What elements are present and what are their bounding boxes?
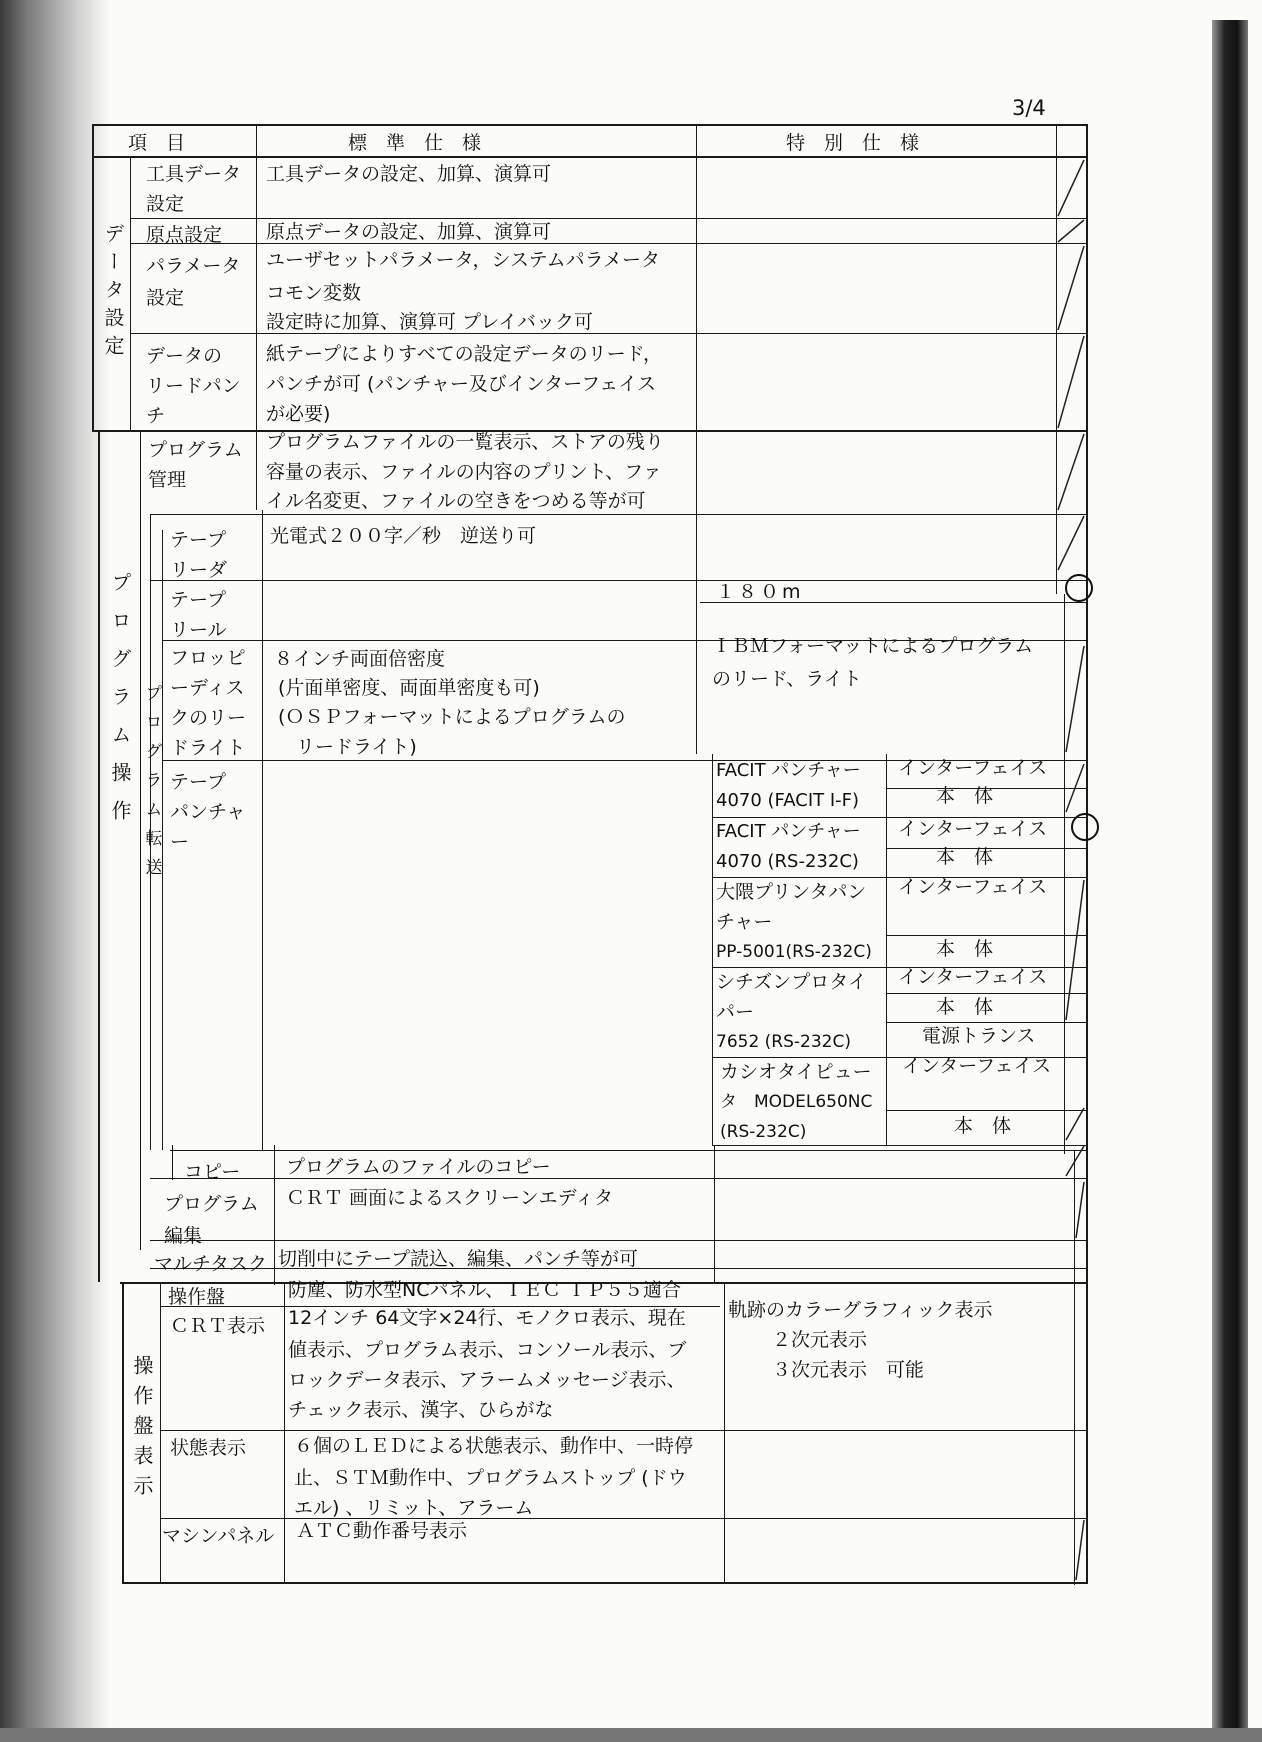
item-machine-panel: マシンパネル [162, 1525, 275, 1547]
item-tape-puncher-3: ー [170, 831, 190, 853]
puncher-1-opt-2: 本 体 [936, 785, 994, 807]
puncher-2-opt-1: インターフェイス [898, 818, 1048, 840]
puncher-4-name-3: 7652 (RS-232C) [716, 1032, 851, 1052]
slash-mark [1066, 1146, 1084, 1176]
std-crt-1: 12インチ 64文字×24行、モノクロ表示、現在 [288, 1307, 686, 1329]
puncher-2-name-1: FACIT パンチャー [716, 821, 861, 842]
item-multitask: マルチタスク [154, 1253, 268, 1275]
item-crt: ＣＲＴ表示 [170, 1315, 266, 1337]
item-floppy-4: ドライト [170, 737, 246, 759]
sp-floppy-2: のリード、ライト [712, 668, 862, 690]
std-crt-4: チェック表示、漢字、ひらがな [288, 1399, 554, 1421]
sp-floppy-1: ＩＢＭフォーマットによるプログラム [712, 635, 1034, 657]
puncher-3-name-1: 大隈プリンタパン [716, 881, 867, 903]
std-data-readpunch-1: 紙テープによりすべての設定データのリード， [266, 343, 662, 365]
puncher-2-opt-2: 本 体 [936, 846, 994, 868]
item-parameter-2: 設定 [146, 287, 185, 309]
puncher-5-name-3: (RS-232C) [720, 1122, 807, 1142]
puncher-5-name-1: カシオタイピュー [720, 1061, 872, 1083]
slash-mark [1058, 336, 1084, 428]
item-program-edit-1: プログラム [164, 1193, 259, 1215]
item-parameter-1: パラメータ [146, 255, 241, 277]
group-program-transfer: プログラム転送 [141, 683, 162, 887]
header-item: 項 目 [128, 132, 186, 154]
std-status-3: エル) 、リミット、アラーム [294, 1497, 534, 1519]
sp-crt-1: 軌跡のカラーグラフィック表示 [728, 1299, 993, 1321]
std-program-mgmt-1: プログラムファイルの一覧表示、ストアの残り [266, 431, 664, 453]
item-floppy-2: ーディス [170, 677, 245, 699]
header-special: 特 別 仕 様 [786, 132, 920, 154]
slash-mark [1066, 764, 1084, 812]
sp-crt-3: ３次元表示 可能 [772, 1359, 925, 1381]
item-tool-data-2: 設定 [146, 193, 185, 215]
puncher-5-opt-1: インターフェイス [902, 1055, 1052, 1077]
std-status-1: ６個のＬＥＤによる状態表示、動作中、一時停 [294, 1435, 694, 1457]
slash-mark [1058, 220, 1084, 242]
item-copy: コピー [184, 1161, 241, 1183]
std-parameter-1: ユーザセットパラメータ，システムパラメータ [266, 249, 661, 271]
slash-mark [1058, 160, 1084, 216]
std-panel: 防塵、防水型NCパネル、ＩＥＣ ＩＰ５５適合 [288, 1279, 682, 1301]
puncher-4-opt-2: 本 体 [936, 996, 994, 1018]
slash-mark [1066, 880, 1084, 1020]
puncher-1-name-1: FACIT パンチャー [716, 760, 861, 781]
slash-mark [1058, 246, 1084, 330]
std-crt-3: ロックデータ表示、アラームメッセージ表示、 [288, 1369, 686, 1391]
puncher-3-opt-1: インターフェイス [898, 876, 1048, 898]
item-tape-puncher-1: テープ [170, 771, 227, 793]
puncher-3-name-3: PP-5001(RS-232C) [716, 942, 872, 962]
item-floppy-3: クのリー [170, 707, 247, 729]
std-crt-2: 値表示、プログラム表示、コンソール表示、ブ [288, 1339, 687, 1361]
slash-mark [1058, 434, 1084, 510]
puncher-4-name-1: シチズンプロタイ [716, 971, 867, 993]
header-standard: 標 準 仕 様 [348, 132, 482, 154]
group-program-operation: プログラム操作 [108, 572, 132, 838]
item-data-readpunch-2: リードパン [146, 375, 241, 397]
std-parameter-2: コモン変数 [266, 282, 362, 304]
slash-mark [1076, 1520, 1084, 1580]
std-program-mgmt-3: イル名変更、ファイルの空きをつめる等が可 [266, 490, 646, 512]
item-program-mgmt-1: プログラム [148, 439, 243, 461]
puncher-2-name-2: 4070 (RS-232C) [716, 851, 859, 872]
std-multitask: 切削中にテープ読込、編集、パンチ等が可 [278, 1248, 639, 1270]
std-floppy-2: (片面単密度、両面単密度も可) [278, 677, 540, 699]
std-tape-reader: 光電式２００字／秒 逆送り可 [270, 525, 537, 547]
item-tape-puncher-2: パンチャ [170, 801, 246, 823]
std-program-edit: ＣＲＴ 画面によるスクリーンエディタ [286, 1187, 614, 1209]
item-data-readpunch-3: チ [146, 405, 166, 427]
std-floppy-3: (ＯＳＰフォーマットによるプログラムの [278, 706, 626, 728]
item-tape-reel-2: リール [170, 619, 227, 641]
std-parameter-3: 設定時に加算、演算可 プレイバック可 [266, 311, 593, 333]
group-panel-display: 操作盤表示 [130, 1355, 154, 1505]
puncher-3-name-2: チャー [716, 911, 773, 933]
std-data-readpunch-3: が必要) [266, 403, 331, 425]
item-status: 状態表示 [170, 1437, 247, 1459]
std-origin: 原点データの設定、加算、演算可 [266, 221, 552, 243]
puncher-5-opt-2: 本 体 [954, 1115, 1012, 1137]
sp-crt-2: ２次元表示 [772, 1329, 868, 1351]
std-data-readpunch-2: パンチが可 (パンチャー及びインターフェイス [266, 373, 657, 395]
std-status-2: 止、ＳＴＭ動作中、プログラムストップ (ドウ [294, 1467, 687, 1489]
puncher-1-opt-1: インターフェイス [898, 757, 1048, 779]
item-panel: 操作盤 [168, 1286, 226, 1308]
slash-mark [1066, 646, 1084, 752]
puncher-1-name-2: 4070 (FACIT I-F) [716, 790, 860, 811]
group-data-setting: データ設定 [101, 223, 125, 363]
puncher-4-name-2: パー [716, 1001, 755, 1023]
puncher-4-opt-3: 電源トランス [922, 1025, 1036, 1047]
item-tool-data-1: 工具データ [146, 163, 242, 185]
item-tape-reel-1: テープ [170, 589, 227, 611]
slash-mark [1076, 1182, 1084, 1238]
puncher-5-name-2: タ MODEL650NC [720, 1092, 873, 1112]
item-tape-reader-2: リーダ [170, 559, 228, 581]
slash-mark [1066, 1108, 1084, 1140]
std-copy: プログラムのファイルのコピー [286, 1156, 551, 1178]
item-data-readpunch-1: データの [146, 345, 223, 367]
std-program-mgmt-2: 容量の表示、ファイルの内容のプリント、ファ [266, 461, 662, 483]
std-tool-data: 工具データの設定、加算、演算可 [266, 163, 552, 185]
item-program-edit-2: 編集 [164, 1225, 203, 1247]
sp-tape-reel: １８０m [716, 581, 804, 603]
slash-mark [1058, 516, 1084, 570]
puncher-4-opt-1: インターフェイス [898, 966, 1048, 988]
item-tape-reader-1: テープ [170, 529, 227, 551]
std-floppy-1: ８インチ両面倍密度 [274, 648, 446, 670]
std-machine-panel: ＡＴＣ動作番号表示 [296, 1520, 468, 1542]
page-number: 3/4 [1012, 96, 1046, 120]
item-program-mgmt-2: 管理 [148, 469, 187, 491]
item-origin: 原点設定 [146, 224, 223, 246]
item-floppy-1: フロッピ [170, 647, 246, 669]
puncher-3-opt-2: 本 体 [936, 938, 994, 960]
std-floppy-4: リードライト) [296, 736, 417, 758]
